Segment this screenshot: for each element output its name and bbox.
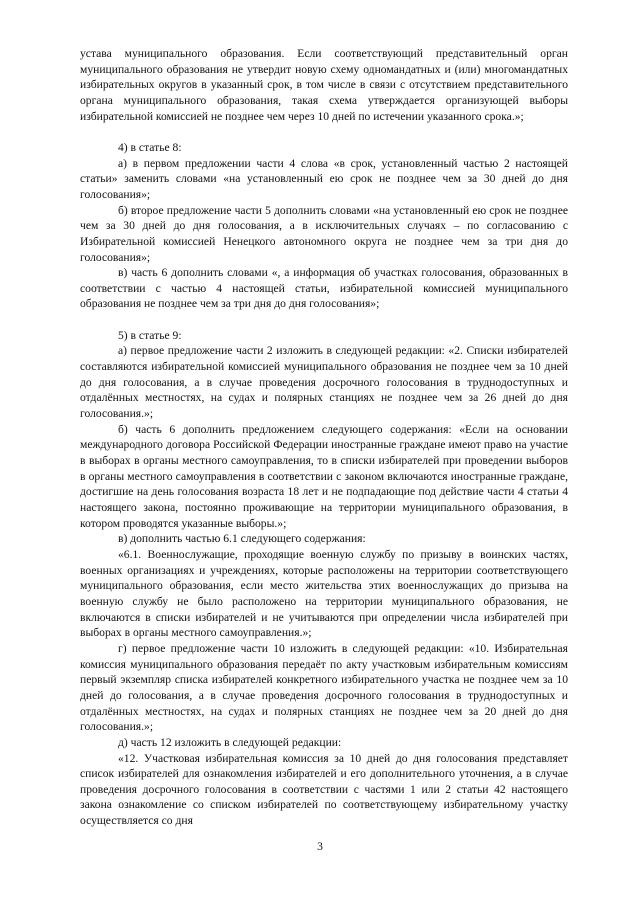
paragraph: б) второе предложение части 5 дополнить словами «на установленный ею срок не позднее чем за 30 дней до дня голосования, а в исключительных случаях – по согласованию с Избирательной комиссией Ненецкого автономного округа не позднее чем за три дня до голосования»;	[80, 203, 568, 264]
paragraph: «12. Участковая избирательная комиссия за 10 дней до дня голосования представляет список избирателей для ознакомления избирателей и его дополнительного уточнения, а в случае проведения досрочного голосования в соответствии с частями 1 или 2 статьи 42 настоящего закона ознакомление со списком избирателей по соответствующему избирательному участку осуществляется со дня	[80, 751, 568, 828]
paragraph-gap	[80, 312, 568, 328]
paragraph: «6.1. Военнослужащие, проходящие военную службу по призыву в воинских частях, военных организациях и учреждениях, которые расположены на территории соответствующего муниципального образования, если место жительства этих военнослужащих до призыва на военную службу не было расположено на территории муниципального образования, не включаются в списки избирателей и не учитываются при определении числа избирателей при выборах в органы местного самоуправления.»;	[80, 547, 568, 640]
paragraph: г) первое предложение части 10 изложить в следующей редакции: «10. Избирательная комиссия муниципального образования передаёт по акту участковым избирательным комиссиям первый экземпляр списка избирателей конкретного избирательного участка не позднее чем за 10 дней до голосования, а в случае проведения досрочного голосования в труднодоступных и отдалённых местностях, на судах и полярных станциях не позднее чем за 20 дней до дня голосования.»;	[80, 641, 568, 734]
paragraph: в) дополнить частью 6.1 следующего содержания:	[118, 532, 366, 546]
paragraph: 5) в статье 9:	[118, 328, 182, 342]
document-page	[80, 46, 568, 829]
paragraph: д) часть 12 изложить в следующей редакции:	[118, 735, 342, 749]
paragraph: а) первое предложение части 2 изложить в следующей редакции: «2. Списки избирателей составляются избирательной комиссией муниципального образования не позднее чем за 10 дней до дня голосования, а в случае проведения досрочного голосования в труднодоступных и отдалённых местностях, на судах и полярных станциях не позднее чем за 26 дней до дня голосования.»;	[80, 344, 568, 421]
paragraph: 4) в статье 8:	[118, 140, 182, 154]
paragraph: а) в первом предложении части 4 слова «в срок, установленный частью 2 настоящей статьи» заменить словами «на установленный ею срок не позднее чем за 30 дней до дня голосования»;	[80, 156, 568, 201]
paragraph: б) часть 6 дополнить предложением следующего содержания: «Если на основании международного договора Российской Федерации иностранные граждане имеют право на участие в выборах в органы местного самоуправления, то в списки избирателей при проведении выборов в органы местного самоуправления в соответствии с законом включаются иностранные граждане, достигшие на день голосования возраста 18 лет и не подпадающие под действие части 4 статьи 4 настоящего закона, постоянно проживающие на территории муниципального образования, в котором проводятся указанные выборы.»;	[80, 422, 568, 530]
paragraph-gap	[80, 124, 568, 140]
paragraph: устава муниципального образования. Если соответствующий представительный орган муниципального образования не утвердит новую схему одномандатных и (или) многомандатных избирательных округов в указанный срок, в том числе в связи с отсутствием представительного органа муниципального образования, такая схема утверждается организующей выборы избирательной комиссией не позднее чем через 10 дней по истечении указанного срока.»;	[80, 47, 568, 123]
paragraph: в) часть 6 дополнить словами «, а информация об участках голосования, образованных в соответствии с частью 4 настоящей статьи, избирательной комиссией муниципального образования не позднее чем за три дня до дня голосования»;	[80, 266, 568, 311]
page-number: 3	[317, 840, 323, 853]
